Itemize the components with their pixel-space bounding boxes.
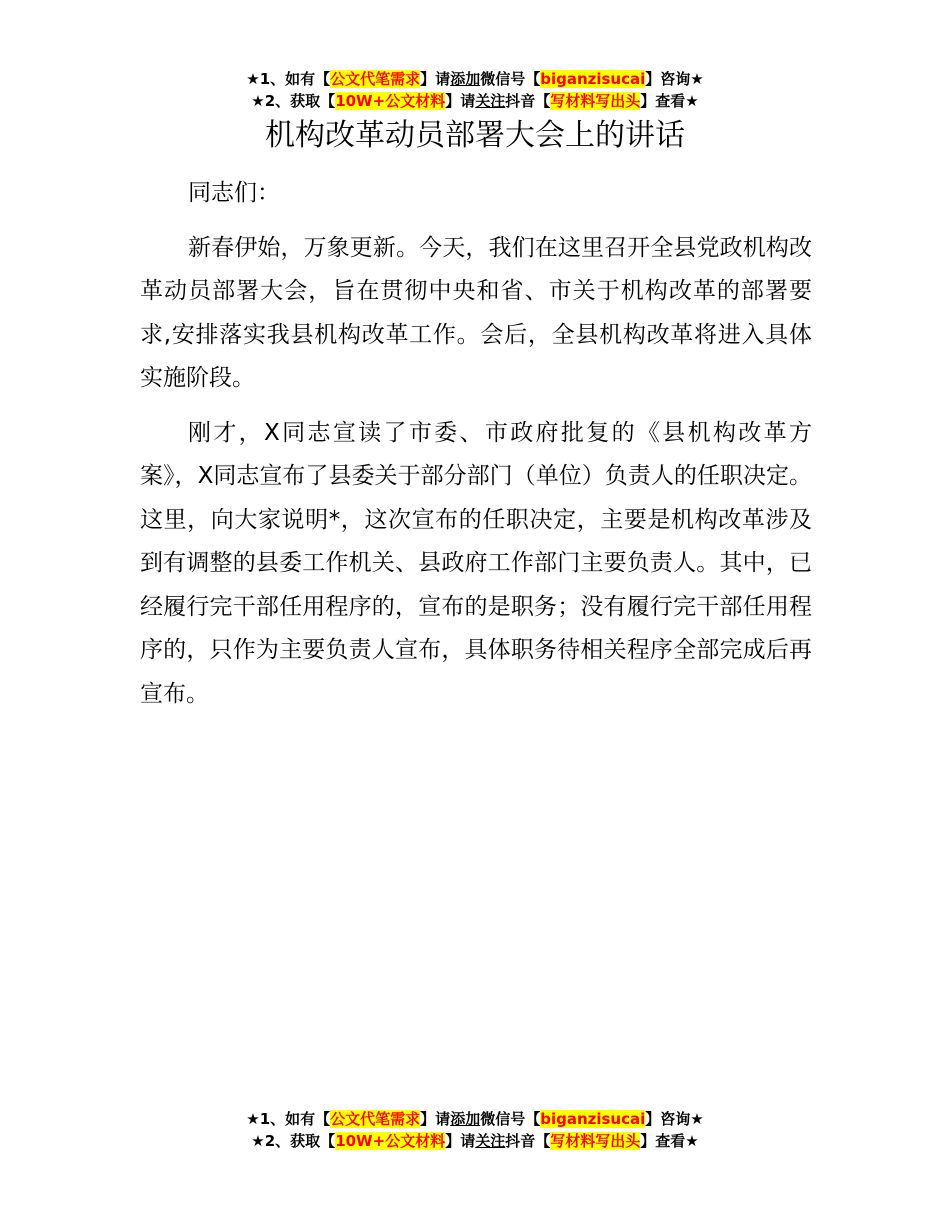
header-banner	[0, 68, 950, 112]
footer-banner	[0, 1108, 950, 1152]
banner-highlight: 公文代笔需求	[330, 70, 421, 88]
banner-underlined-text: 添加	[450, 70, 481, 88]
document-title: 机构改革动员部署大会上的讲话	[265, 118, 685, 153]
paragraph-1: 新春伊始，万象更新。今天，我们在这里召开全县党政机构改革动员部署大会，旨在贯彻中央和省、市关于机构改革的部署要求,安排落实我县机构改革工作。会后，全县机构改革将进入具体实施阶段。	[140, 234, 812, 391]
banner-highlight: 10W+公文材料	[335, 92, 446, 110]
banner-text: 微信号【	[480, 70, 541, 88]
paragraph-2: 刚才，X同志宣读了市委、市政府批复的《县机构改革方案》，X同志宣布了县委关于部分部门（单位）负责人的任职决定。这里，向大家说明*，这次宣布的任职决定，主要是机构改革涉及到有调整的县委工作机关、县政府工作部门主要负责人。其中，已经履行完干部任用程序的，宣布的是职务；没有履行完干部任用程序的，只作为主要负责人宣布，具体职务待相关程序全部完成后再宣布。	[140, 419, 812, 707]
banner-text: ★1、如有【	[246, 1110, 331, 1128]
salutation: 同志们：	[188, 180, 280, 206]
banner-text: 】请	[420, 70, 451, 88]
banner-text: 】咨询★	[645, 70, 704, 88]
banner-text: 】咨询★	[645, 1110, 704, 1128]
banner-line-2	[0, 1130, 950, 1152]
banner-line-2	[0, 90, 950, 112]
banner-text: 微信号【	[480, 1110, 541, 1128]
banner-highlight: biganzisucai	[540, 70, 646, 88]
banner-text: 抖音【	[505, 1132, 551, 1150]
banner-line-1	[0, 1108, 950, 1130]
banner-text: ★2、获取【	[251, 92, 336, 110]
banner-text: 】查看★	[640, 1132, 699, 1150]
banner-line-1	[0, 68, 950, 90]
banner-text: 】请	[420, 1110, 451, 1128]
document-body	[140, 172, 812, 727]
banner-underlined-text: 关注	[475, 92, 506, 110]
banner-underlined-text: 关注	[475, 1132, 506, 1150]
banner-text: ★1、如有【	[246, 70, 331, 88]
banner-text: 抖音【	[505, 92, 551, 110]
banner-highlight: biganzisucai	[540, 1110, 646, 1128]
banner-highlight: 公文代笔需求	[330, 1110, 421, 1128]
banner-text: 】请	[445, 92, 476, 110]
banner-highlight: 10W+公文材料	[335, 1132, 446, 1150]
banner-text: 】请	[445, 1132, 476, 1150]
banner-highlight: 写材料写出头	[550, 1132, 641, 1150]
banner-underlined-text: 添加	[450, 1110, 481, 1128]
banner-text: ★2、获取【	[251, 1132, 336, 1150]
banner-text: 】查看★	[640, 92, 699, 110]
banner-highlight: 写材料写出头	[550, 92, 641, 110]
